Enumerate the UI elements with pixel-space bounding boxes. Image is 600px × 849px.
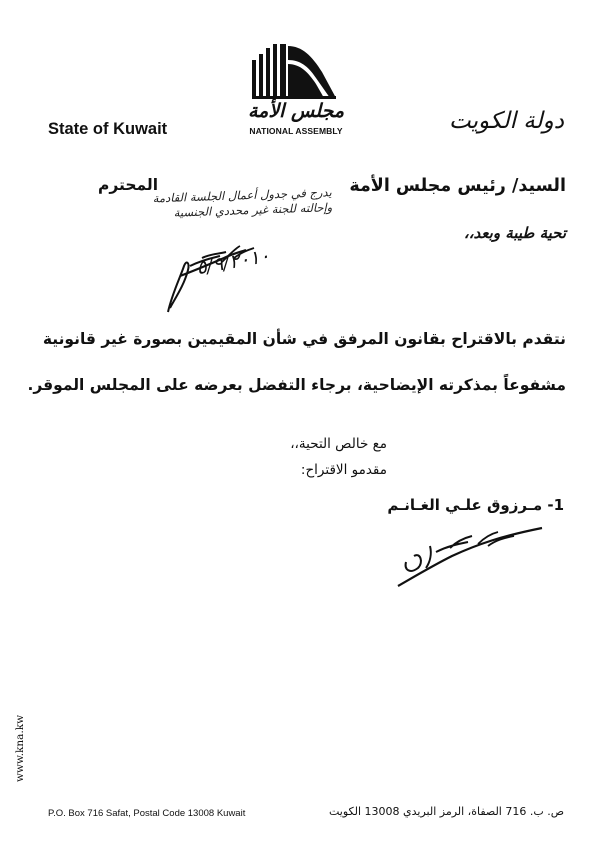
addressee: السيد/ رئيس مجلس الأمة	[349, 176, 566, 196]
logo-english-name: NATIONAL ASSEMBLY	[249, 126, 343, 136]
website-url	[4, 708, 48, 798]
handwritten-date: ٥/٩/٢٠١٠	[194, 244, 272, 280]
handwritten-note-line-1: يدرج في جدول أعمال الجلسة القادمة	[152, 185, 332, 206]
footer-address-english: P.O. Box 716 Safat, Postal Code 13008 Kuwait	[48, 808, 246, 819]
assembly-emblem-icon	[250, 42, 342, 100]
handwritten-signature	[392, 522, 552, 590]
state-of-kuwait-english: State of Kuwait	[48, 120, 168, 138]
submitters-label: مقدمو الاقتراح:	[300, 462, 387, 478]
closing: مع خالص التحية،،	[290, 436, 387, 452]
footer-address-arabic: ص. ب. 716 الصفاة، الرمز البريدي 13008 الكويت	[328, 805, 564, 818]
website-url-text: www.kna.kw	[14, 714, 26, 782]
greeting: تحية طيبة وبعد،،	[463, 224, 566, 242]
logo-arabic-name: مجلس الأمة	[247, 100, 345, 122]
handwritten-note-line-2: وإحالته للجنة غير محددي الجنسية	[173, 200, 333, 220]
national-assembly-logo	[244, 42, 348, 138]
handwritten-note	[112, 185, 333, 223]
signatory-name: 1- مـرزوق علـي الغـانـم	[387, 496, 564, 514]
honorific: المحترم	[98, 176, 159, 194]
letter-body: نتقدم بالاقتراح بقانون المرفق في شأن المقيمين بصورة غير قانونية مشفوعاً بمذكرته الإيضاحية، برجاء التفضل بعرضه على المجلس الموقر.	[27, 330, 566, 394]
state-of-kuwait-arabic: دولة الكويت	[449, 108, 564, 134]
